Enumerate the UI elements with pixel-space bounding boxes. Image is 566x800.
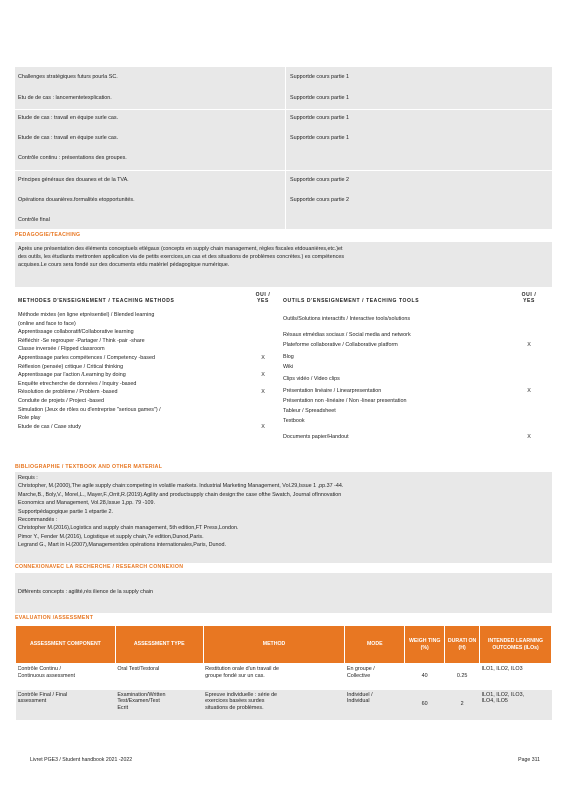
eval-component-line: assessment — [17, 698, 47, 705]
eval-component-line: Contrôle Continu / — [17, 666, 61, 672]
pedagogie-line: Après une présentation des éléments conceptuels etlégaux (concepts en supply chain management, règles fiscales etdouanières,etc.)et — [18, 246, 343, 252]
evaluation-table — [15, 625, 552, 720]
tools-header: OUTILS D'ENSEIGNEMENT / TEACHING TOOLS — [283, 298, 420, 304]
teaching-method-item: Apprentissage parles compétences / Competency -based — [18, 355, 155, 361]
eval-header-duration: DURATI ON (H) — [445, 626, 480, 664]
teaching-method-item: Enquête etrecherche de données / Inquiry -based — [18, 380, 137, 387]
teaching-tool-item: Outils/Solutions interactifs / Interactive tools/solutions — [283, 316, 411, 322]
eval-ilos — [480, 690, 552, 720]
teaching-method-item: Résolution de problème / Problem -based — [18, 389, 118, 396]
eval-header-component: ASSESSMENT COMPONENT — [16, 626, 116, 664]
eval-type-line: Ecrit — [117, 705, 129, 711]
teaching-method-item: Réfléchir -Se regrouper -Partager / Think -pair -share — [18, 337, 145, 344]
eval-component — [16, 664, 116, 690]
bibliography-line: Requis : — [18, 475, 38, 481]
evaluation-title: EVALUATION /ASSESSMENT — [15, 615, 94, 621]
eval-duration: 2 — [460, 701, 464, 708]
teaching-method-item: Apprentissage par l'action /Learning by doing — [18, 372, 126, 379]
teaching-method-mark: X — [261, 423, 265, 430]
teaching-method-item: Réflexion (pensée) critique / Critical thinking — [18, 363, 124, 370]
eval-component — [16, 690, 116, 720]
program-row-right: Supportde cours partie 1 — [290, 95, 350, 101]
methods-header: METHODES D'ENSEIGNEMENT / TEACHING METHODS — [18, 298, 175, 304]
eval-method-line: Restitution orale d'un travail de — [205, 666, 279, 672]
teaching-tool-item: Plateforme collaborative / Collaborative platform — [283, 342, 398, 348]
methods-ouiyes-header: OUI / YES — [255, 292, 271, 305]
tools-ouiyes-header: OUI / YES — [521, 292, 537, 305]
eval-type-line: Oral Test/Testoral — [117, 666, 160, 672]
program-row-left: Contrôle continu : présentations des groupes. — [18, 155, 127, 161]
program-row-left: Etu de de cas : lancementetexplication. — [18, 95, 112, 101]
program-row-left: Etude de cas : travail en équipe surle cas. — [18, 135, 119, 141]
teaching-tool-item: Tableur / Spreadsheet — [283, 408, 336, 414]
eval-header-method: METHOD — [203, 626, 345, 664]
teaching-tool-mark: X — [527, 434, 531, 440]
teaching-tool-item: Présentation non -linéaire / Non -linear presentation — [283, 398, 407, 404]
eval-method-line: situations de problèmes. — [205, 705, 264, 711]
eval-ilos-line: ILO4, ILO5 — [481, 698, 508, 705]
eval-ilos-line: ILO1, ILO2, ILO3, — [481, 691, 525, 698]
eval-method-line: exercices basées surdes — [205, 698, 265, 705]
footer-left: Livret PGE3 / Student handbook 2021 -2022 — [30, 757, 133, 763]
program-row-right: Supportde cours partie 1 — [290, 74, 350, 80]
teaching-tool-mark: X — [527, 342, 531, 348]
teaching-method-item: Apprentissage collaboratif/Collaborative learning — [18, 329, 134, 336]
pedagogie-box — [15, 242, 552, 287]
teaching-method-mark: X — [261, 372, 265, 379]
bibliography-line: Economics and Management, Vol.28,Issue 1,pp. 79 -109. — [18, 500, 155, 507]
program-row-right: Supportde cours partie 2 — [290, 177, 350, 183]
eval-header-mode: MODE — [345, 626, 405, 664]
program-row-left: Opérations douanières.formalités etopportunités. — [18, 197, 135, 203]
bibliography-box — [15, 472, 552, 563]
eval-weighting: 40 — [421, 673, 428, 680]
teaching-method-item: Conduite de projets / Project -based — [18, 398, 105, 404]
eval-component-line: Continuous assessment — [17, 672, 76, 679]
eval-duration: 0.25 — [456, 673, 468, 680]
eval-type-line: Examination/Written — [117, 691, 166, 698]
program-divider-2 — [15, 170, 552, 171]
footer-page-number: Page 311 — [518, 757, 540, 763]
connexion-text: Différents concepts : agilité,rés ilience de la supply chain — [18, 589, 154, 595]
connexion-box — [15, 573, 552, 613]
bibliography-line: Recommandés : — [18, 517, 58, 523]
program-row-left: Contrôle final — [18, 217, 50, 223]
bibliography-title: BIBLIOGRAPHIE / TEXTBOOK AND OTHER MATERIAL — [15, 464, 163, 470]
eval-type-line: Test/Examen/Test — [117, 698, 160, 705]
eval-header-weighting: WEIGH TING (%) — [405, 626, 445, 664]
teaching-method-item: (online and face to face) — [18, 320, 76, 327]
teaching-tool-item: Présentation linéaire / Linearpresentation — [283, 388, 382, 394]
pedagogie-line: des outils, les étudiants mettronten application via de petits exercices,un cas et des situations de problèmes concrètes.) es compétences — [18, 254, 345, 260]
bibliography-line: Legrand G., Mart in H.(2007),Managementdes opérations internationales,Paris, Dunod. — [18, 542, 226, 549]
teaching-method-mark: X — [261, 389, 265, 396]
evaluation-table-wrap — [15, 625, 552, 720]
connexion-title: CONNEXIONAVEC LA RECHERCHE / RESEARCH CONNEXION — [15, 564, 184, 570]
program-row-left: Challenges stratégiques futurs pourla SC. — [18, 74, 118, 80]
program-row-right: Supportde cours partie 1 — [290, 115, 350, 121]
teaching-tool-mark: X — [527, 388, 531, 394]
program-row-right: Supportde cours partie 2 — [290, 197, 350, 203]
teaching-method-item: Méthode mixtes (en ligne etprésentiel) / Blended learning — [18, 312, 155, 318]
eval-row — [16, 690, 552, 720]
program-row-right: Supportde cours partie 1 — [290, 135, 350, 141]
eval-mode-line: En groupe / — [346, 666, 375, 672]
eval-type — [115, 664, 203, 690]
program-row-left: Principes généraux des douanes et de la TVA. — [18, 177, 129, 183]
eval-mode — [345, 690, 405, 720]
eval-mode-line: Collective — [346, 672, 371, 679]
bibliography-line: Marche,B., Boly,V., Morel,L., Mayer,F.,Orrit,R.(2019).Agility and productsupply chain design:the case ofthe Swatch, Journal ofInnovation — [18, 491, 342, 498]
eval-ilos — [480, 664, 552, 690]
pedagogie-title: PEDAGOGIE/TEACHING — [15, 232, 81, 238]
teaching-method-item: Role play — [18, 415, 41, 422]
teaching-method-mark: X — [261, 355, 265, 361]
teaching-tool-item: Blog — [283, 354, 294, 360]
program-divider-vertical — [285, 67, 286, 229]
eval-mode-line: Individuel / — [346, 691, 373, 698]
teaching-tool-item: Documents papier/Handout — [283, 434, 349, 440]
teaching-method-item: Simulation (Jeux de rôles ou d'entreprise "serious games") / — [18, 406, 161, 413]
bibliography-line: Pimor Y., Fender M.(2016), Logistique et supply chain,7e edition,Dunod,Paris. — [18, 533, 204, 540]
bibliography-line: Christopher, M.(2000),The agile supply chain:competing in volatile markets. Industrial Marketing Management, Vol.29,Issue 1 ,pp.37 -44. — [18, 483, 344, 490]
eval-mode-line: Individual — [346, 698, 370, 705]
eval-ilos-line: ILO1, ILO2, ILO3 — [481, 666, 523, 672]
eval-row — [16, 664, 552, 690]
eval-type — [115, 690, 203, 720]
bibliography-line: Christopher M.(2016),Logistics and supply chain management, 5th edition,FT Press,London. — [18, 525, 239, 532]
program-divider-1 — [15, 109, 552, 110]
eval-method-line: groupe fondé sur un cas. — [205, 672, 265, 679]
eval-header-ilos: INTENDED LEARNING OUTCOMES (ILOs) — [480, 626, 552, 664]
eval-method — [203, 664, 345, 690]
teaching-tool-item: Résaux etmédias sociaux / Social media and network — [283, 332, 411, 338]
eval-method-line: Epreuve individuelle : série de — [205, 691, 278, 698]
pedagogie-line: acquises.Le cours sera fondé sur des documents etdu matériel pédagogique numérique. — [18, 262, 230, 268]
program-row-left: Etude de cas : travail en équipe surle cas. — [18, 115, 119, 121]
eval-component-line: Contrôle Final / Final — [17, 691, 68, 698]
bibliography-line: Supportpédagogique partie 1 etpartie 2. — [18, 508, 114, 515]
program-table — [15, 67, 552, 229]
teaching-method-item: Etude de cas / Case study — [18, 423, 81, 430]
methods-section — [15, 290, 552, 462]
teaching-tool-item: Clips vidéo / Video clips — [283, 376, 340, 382]
eval-method — [203, 690, 345, 720]
teaching-tool-item: Wiki — [283, 364, 294, 370]
teaching-tool-item: Textbook — [283, 418, 305, 424]
teaching-method-item: Classe inversée / Flipped classroom — [18, 346, 105, 353]
eval-header-type: ASSESSMENT TYPE — [115, 626, 203, 664]
eval-mode — [345, 664, 405, 690]
eval-weighting: 60 — [421, 701, 428, 708]
